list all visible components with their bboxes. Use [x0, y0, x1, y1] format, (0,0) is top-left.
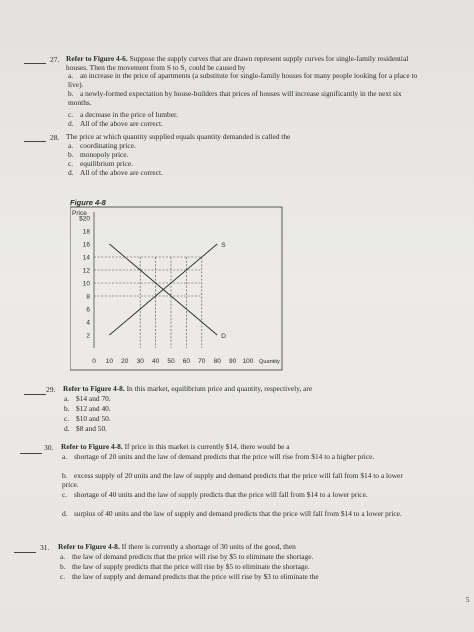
q30-option-d[interactable]: d. surplus of 40 units and the law of supply and demand predicts that the price will fall from $14 to a lower price.: [62, 509, 402, 518]
x-tick-label: 20: [121, 358, 129, 365]
question-number-28: 28.: [50, 133, 60, 142]
question-number-30: 30.: [44, 443, 54, 452]
q30-option-a[interactable]: a. shortage of 20 units and the law of demand predicts that the price will rise from $14 to a higher price.: [62, 452, 375, 461]
x-tick-label: 100: [242, 358, 254, 365]
q28-option-a[interactable]: a. coordinating price.: [68, 141, 136, 150]
question-text: In this market, equilibrium price and quantity, respectively, are: [126, 384, 313, 393]
question-number-27: 27.: [50, 55, 60, 64]
question-27-stem: [66, 55, 421, 72]
figure-reference: Refer to Figure 4-8.: [63, 384, 125, 393]
x-tick-label: 40: [151, 358, 160, 365]
figure-4-8: [70, 196, 380, 372]
q31-option-c[interactable]: c. the law of supply and demand predicts that the price will rise by $3 to eliminate the: [60, 572, 319, 581]
y-tick-label: 16: [82, 241, 90, 249]
answer-blank-27[interactable]: [24, 63, 46, 64]
q28-option-c[interactable]: c. equilibrium price.: [68, 159, 133, 168]
question-30-stem: [61, 443, 421, 452]
question-28-stem: The price at which quantity supplied equals quantity demanded is called the: [66, 132, 291, 141]
q29-option-a[interactable]: a. $14 and 70.: [64, 394, 111, 403]
answer-blank-29[interactable]: [24, 394, 46, 395]
q27-option-c[interactable]: c. a decrease in the price of lumber.: [68, 110, 178, 119]
question-number-29: 29.: [46, 385, 56, 394]
x-tick-label: 0: [92, 358, 96, 365]
x-tick-label: 70: [198, 358, 206, 365]
question-text: If there is currently a shortage of 30 units of the good, then: [121, 542, 296, 551]
x-tick-label: 30: [136, 358, 144, 365]
answer-blank-31[interactable]: [14, 552, 36, 553]
q29-option-d[interactable]: d. $8 and 50.: [64, 424, 107, 433]
figure-reference: Refer to Figure 4-6.: [66, 54, 128, 63]
q27-option-a[interactable]: a. an increase in the price of apartments (a substitute for single-family houses for many people looking for a place to live).: [68, 71, 418, 89]
supply-label: S: [221, 242, 226, 249]
q28-option-d[interactable]: d. All of the above are correct.: [68, 168, 163, 177]
y-tick-label: 6: [86, 306, 90, 314]
figure-reference: Refer to Figure 4-8.: [61, 442, 123, 451]
q28-option-b[interactable]: b. monopoly price.: [68, 150, 129, 159]
q31-option-a[interactable]: a. the law of demand predicts that the price will rise by $5 to eliminate the shortage.: [60, 552, 314, 561]
q31-option-b[interactable]: b. the law of supply predicts that the price will rise by $5 to eliminate the shortage.: [60, 562, 310, 571]
x-tick-label: 90: [228, 358, 237, 365]
y-tick-label: 10: [82, 280, 90, 288]
y-tick-label: 14: [82, 254, 90, 262]
x-tick-label: 60: [182, 358, 191, 365]
question-text: Suppose the supply curves that are drawn represent supply curves for single-family residential houses. Then the movement from S to S₁ could be caused by: [66, 54, 409, 72]
x-tick-label: 80: [213, 358, 221, 365]
page-number: 5: [466, 596, 470, 604]
y-tick-label: 18: [82, 228, 90, 236]
x-tick-label: 50: [167, 358, 175, 365]
y-tick-label: 2: [86, 332, 90, 340]
figure-title: Figure 4-8: [70, 198, 106, 207]
q27-option-b[interactable]: b. a newly-formed expectation by house-builders that prices of houses will increase significantly in the next six months.: [68, 89, 402, 107]
answer-blank-30[interactable]: [20, 453, 42, 454]
question-29-stem: [63, 385, 423, 394]
question-31-stem: [58, 543, 418, 552]
q30-option-b[interactable]: b. excess supply of 20 units and the law of supply and demand predicts that the price will fall from $14 to a lower price.: [62, 471, 403, 489]
q29-option-b[interactable]: b. $12 and 40.: [64, 404, 111, 413]
y-tick-label: 4: [86, 319, 90, 327]
question-number-31: 31.: [40, 543, 50, 552]
x-axis-label: Quantity: [259, 359, 280, 365]
figure-reference: Refer to Figure 4-8.: [58, 542, 120, 551]
demand-label: D: [221, 333, 226, 340]
answer-blank-28[interactable]: [24, 141, 46, 142]
supply-demand-chart: [70, 196, 380, 372]
y-tick-label: $20: [79, 215, 90, 223]
x-tick-label: 10: [105, 358, 114, 365]
q29-option-c[interactable]: c. $10 and 50.: [64, 414, 111, 423]
chart-frame: [70, 207, 282, 370]
y-axis-label: Price: [72, 210, 87, 217]
question-text: If price in this market is currently $14, there would be a: [124, 442, 290, 451]
y-tick-label: 8: [86, 293, 90, 301]
q27-option-d[interactable]: d. All of the above are correct.: [68, 119, 163, 128]
chart-plot-area: [79, 212, 280, 365]
q30-option-c[interactable]: c. shortage of 40 units and the law of supply predicts that the price will fall from $14 to a lower price.: [62, 490, 368, 499]
y-tick-label: 12: [82, 267, 90, 275]
